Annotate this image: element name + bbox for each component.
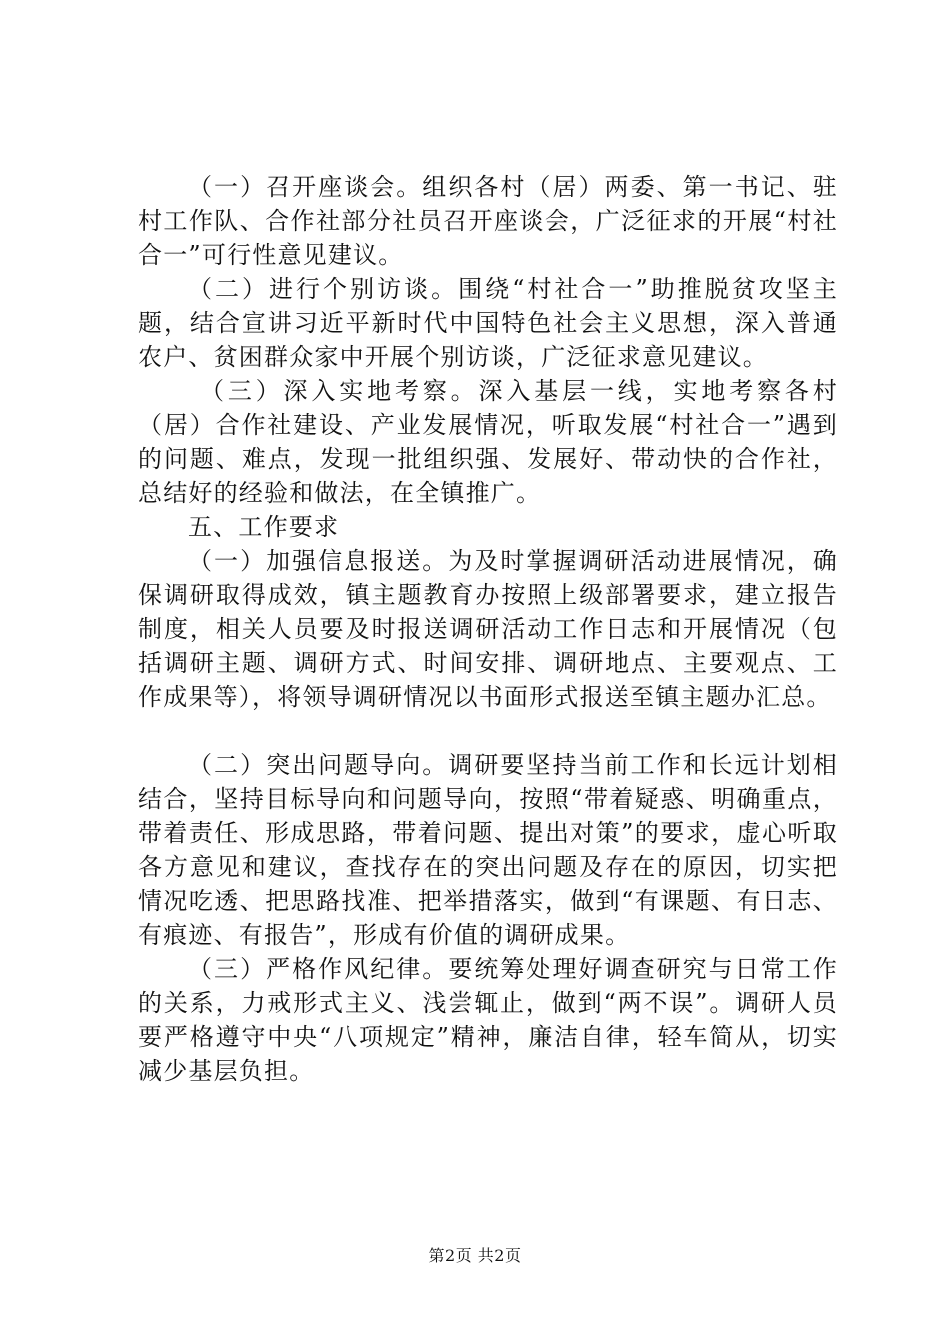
document-body xyxy=(138,170,838,1088)
section-heading-work-requirements: 五、工作要求 xyxy=(188,513,340,541)
paragraph-work-discipline: （三）严格作风纪律。要统筹处理好调查研究与日常工作的关系，力戒形式主义、浅尝辄止，做到“两不误”。调研人员要严格遵守中央“八项规定”精神，廉洁自律，轻车简从，切实减少基层负担。 xyxy=(138,955,838,1085)
paragraph-symposium: （一）召开座谈会。组织各村（居）两委、第一书记、驻村工作队、合作社部分社员召开座谈会，广泛征求的开展“村社合一”可行性意见建议。 xyxy=(138,173,838,269)
paragraph-problem-orientation: （二）突出问题导向。调研要坚持当前工作和长远计划相结合，坚持目标导向和问题导向，按照“带着疑惑、明确重点，带着责任、形成思路，带着问题、提出对策”的要求，虚心听取各方意见和建议，查找存在的突出问题及存在的原因，切实把情况吃透、把思路找准、把举措落实，做到“有课题、有日志、有痕迹、有报告”，形成有价值的调研成果。 xyxy=(138,751,838,949)
paragraph-information-reporting: （一）加强信息报送。为及时掌握调研活动进展情况，确保调研取得成效，镇主题教育办按照上级部署要求，建立报告制度，相关人员要及时报送调研活动工作日志和开展情况（包括调研主题、调研方式、时间安排、调研地点、主要观点、工作成果等），将领导调研情况以书面形式报送至镇主题办汇总。 xyxy=(138,547,838,711)
paragraph-interviews: （二）进行个别访谈。围绕“村社合一”助推脱贫攻坚主题，结合宣讲习近平新时代中国特色社会主义思想，深入普通农户、贫困群众家中开展个别访谈，广泛征求意见建议。 xyxy=(138,275,838,371)
page-number: 第2页 共2页 xyxy=(428,1246,522,1265)
paragraph-field-inspection: （三）深入实地考察。深入基层一线，实地考察各村（居）合作社建设、产业发展情况，听取发展“村社合一”遇到的问题、难点，发现一批组织强、发展好、带动快的合作社，总结好的经验和做法，在全镇推广。 xyxy=(138,377,838,507)
